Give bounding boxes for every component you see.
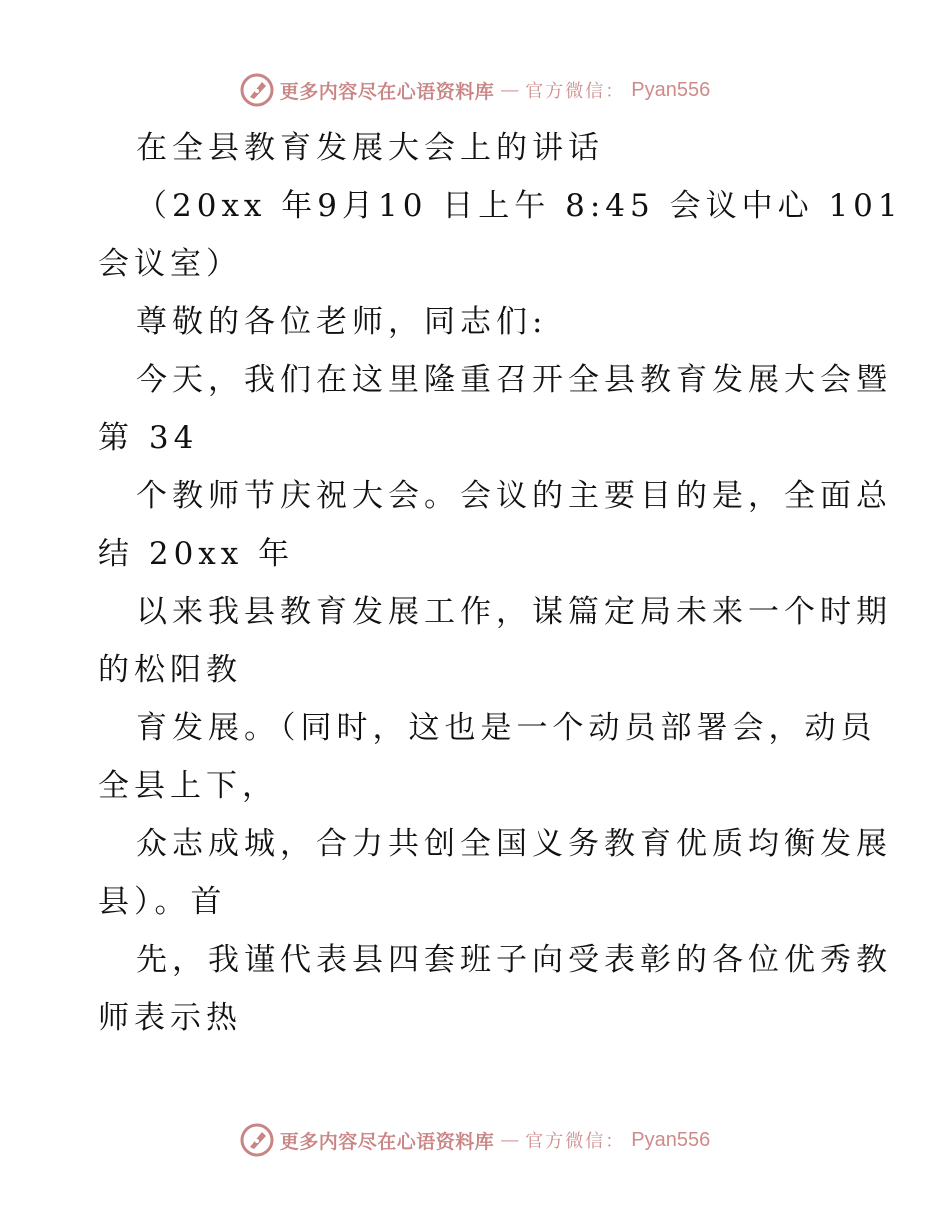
document-line: 先，我谨代表县四套班子向受表彰的各位优秀教	[136, 942, 892, 978]
document-title: 在全县教育发展大会上的讲话	[136, 130, 604, 166]
document-line: 尊敬的各位老师，同志们:	[136, 304, 548, 340]
watermark-text: 更多内容尽在心语资料库	[279, 80, 495, 103]
watermark-wechat-label: 官方微信：	[525, 81, 626, 102]
document-line: 今天，我们在这里隆重召开全县教育发展大会暨	[136, 362, 892, 398]
watermark-separator: —	[500, 79, 520, 101]
document-line: 县）。首	[98, 884, 227, 920]
watermark-header	[0, 70, 950, 110]
document-line: 师表示热	[98, 1000, 242, 1036]
document-line: 个教师节庆祝大会。会议的主要目的是，全面总	[136, 478, 892, 514]
document-line: 以来我县教育发展工作，谋篇定局未来一个时期	[136, 594, 892, 630]
document-line: 结 20xx 年	[98, 536, 295, 572]
watermark-separator: —	[500, 1129, 520, 1151]
watermark-wechat-id: Pyan556	[631, 78, 711, 101]
document-line: 全县上下，	[98, 768, 278, 804]
document-line: 众志成城，合力共创全国义务教育优质均衡发展	[136, 826, 892, 862]
document-line: 会议室）	[98, 246, 242, 282]
pen-nib-logo-icon	[240, 73, 274, 107]
watermark-wechat-id: Pyan556	[631, 1128, 711, 1151]
pen-nib-logo-icon	[240, 1123, 274, 1157]
document-line: （20xx 年9月10 日上午 8:45 会议中心 101	[136, 188, 903, 224]
watermark-text: 更多内容尽在心语资料库	[279, 1130, 495, 1153]
document-line: 的松阳教	[98, 652, 242, 688]
watermark-wechat-label: 官方微信：	[525, 1131, 626, 1152]
document-line: 第 34	[98, 420, 199, 456]
document-line: 育发展。（同时，这也是一个动员部署会，动员	[136, 710, 877, 746]
watermark-footer	[0, 1120, 950, 1160]
